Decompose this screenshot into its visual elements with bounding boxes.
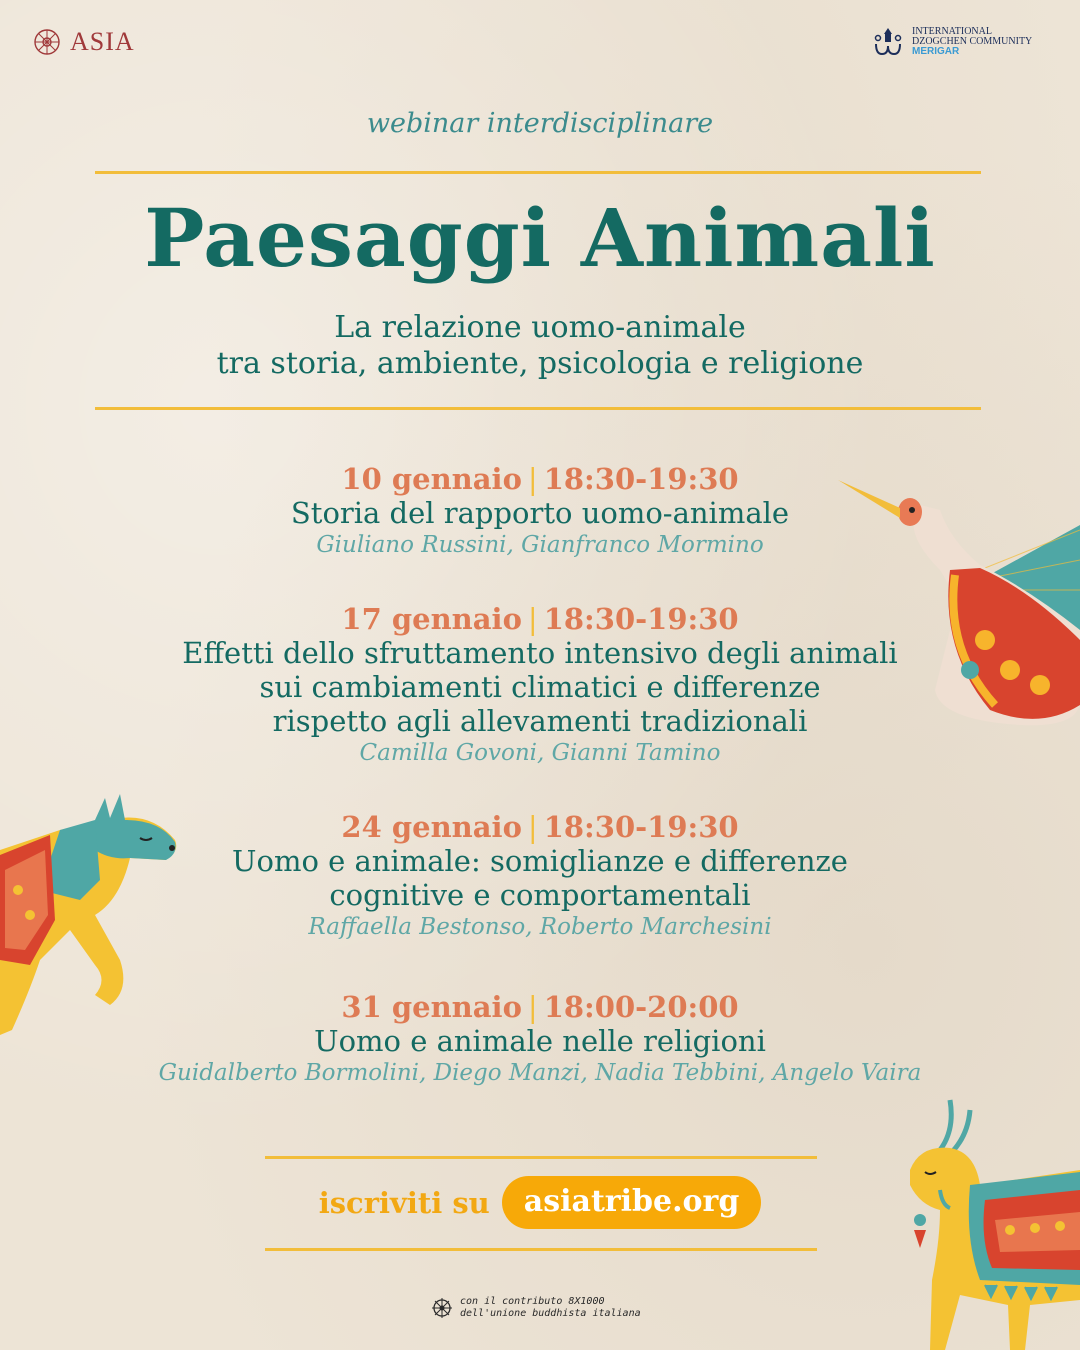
session-date-line: 24 gennaio | 18:30-19:30 [341,810,739,844]
session-date: 24 gennaio [341,810,522,844]
logo-line-2: DZOGCHEN COMMUNITY [912,36,1033,47]
session-title-line-1: Effetti dello sfruttamento intensivo degli animali [182,636,898,670]
session-title: Uomo e animale nelle religioni [314,1024,766,1058]
divider-top [95,171,981,174]
subtitle-line-1: La relazione uomo-animale [334,310,746,345]
bird-illustration [830,470,1080,740]
session-date: 17 gennaio [341,602,522,636]
session-date-line: 10 gennaio | 18:30-19:30 [341,462,739,496]
dzogchen-community-logo[interactable] [870,22,1060,62]
session-speakers: Guidalberto Bormolini, Diego Manzi, Nadia Tebbini, Angelo Vaira [158,1060,922,1086]
dzogchen-community-icon [870,24,906,60]
session-title-line-3: rispetto agli allevamenti tradizionali [272,704,808,738]
session-title-line-2: cognitive e comportamentali [329,878,751,912]
page-title: Paesaggi Animali [144,191,936,285]
asia-logo[interactable] [32,24,135,60]
session-speakers: Giuliano Russini, Gianfranco Mormino [316,532,764,558]
session-date: 31 gennaio [341,990,522,1024]
footer-line-1: con il contributo 8X1000 [460,1296,605,1307]
asia-lotus-icon [32,27,62,57]
footer-contribution [430,1296,641,1320]
signup-link-button[interactable]: asiatribe.org [502,1176,762,1229]
session-title-line-2: sui cambiamenti climatici e differenze [259,670,821,704]
session-time: 18:30-19:30 [543,602,739,636]
session-time: 18:00-20:00 [543,990,739,1024]
logo-line-1: INTERNATIONAL [912,26,992,37]
session-title-line-1: Uomo e animale: somiglianze e differenze [232,844,848,878]
cta-label: iscriviti su [318,1185,490,1220]
session-date-line: 31 gennaio | 18:00-20:00 [341,990,739,1024]
eyebrow-text: webinar interdisciplinare [366,108,714,139]
session-date: 10 gennaio [341,462,522,496]
logo-line-3: MERIGAR [912,46,960,57]
dharma-wheel-icon [430,1296,454,1320]
session-date-line: 17 gennaio | 18:30-19:30 [341,602,739,636]
session-time: 18:30-19:30 [543,810,739,844]
horse-illustration [0,790,190,1040]
cta-divider-bottom [265,1248,817,1251]
session-title: Storia del rapporto uomo-animale [290,496,790,530]
session-speakers: Raffaella Bestonso, Roberto Marchesini [308,914,772,940]
subtitle-line-2: tra storia, ambiente, psicologia e religione [216,346,864,381]
session-speakers: Camilla Govoni, Gianni Tamino [359,740,721,766]
subtitle [0,310,1080,382]
goat-illustration [880,1090,1080,1350]
divider-bottom [95,407,981,410]
session-time: 18:30-19:30 [543,462,739,496]
asia-logo-text: ASIA [70,27,135,56]
footer-line-2: dell'unione buddhista italiana [460,1308,641,1319]
cta-divider-top [265,1156,817,1159]
